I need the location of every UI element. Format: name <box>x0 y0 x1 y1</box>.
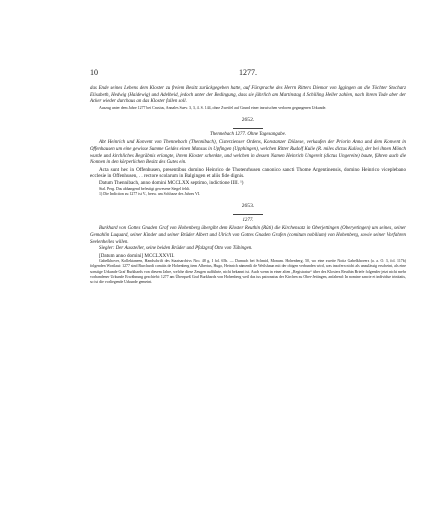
document-note: Gabelkhover, Kollektaneen, Handschrift des Staatsarchivs Nro. 48 g, I fol. 65b. — Darnach bei Schmid, Monum. Hohenberg. 50, wo eine zweite Notiz Gabelkhovers (a. a. O. 3, fol. 117b) folgenden Wortlaut: 1277 sind Burchardi comitis de Hohenberg item Albertus, Hugo, Heinrich nämentli de Weilshaun mit der obigen verbunden wird, was insofern nicht als unzulässig erscheint, als eine sonstige Urkunde Graf Burkhards von diesem Jahre, welche diese Zeugen aufführte, nicht bekannt ist. Auch wenn in einer alten „Registratur“ über des Klosters Reuthin Briefe folgender jetzt nicht mehr vorhandener Urkunde Erwähnung geschieht: 1277 am Überqueß Graf Burkhards von Hohenberg weil das ius patronatus der Kirchen zu Ober-Jettingen, anfahend: In nomine sancte et individue trinitatis, so ist die vorliegende Urkunde gemeint. <box>90 259 406 284</box>
document-place-date: Thennebach 1277. Ohne Tagesangabe. <box>209 131 287 137</box>
document-place-date: 1277. <box>242 217 254 223</box>
document-summary: Burkhard von Gottes Gnaden Graf von Hohenberg übergibt dem Kloster Reuthin (Rûti) die Kirchensatz in Oberjettingen (Oberyetingen) um seines, seiner Gemahlin Luquard, seiner Kinder und seiner Brüder Albert und Ulrich von Gottes Gnaden Grafen (comitum nobilium) von Hohenberg, sowie seiner Vorfahren Seelenheiles willen. <box>90 226 406 245</box>
document-datum: Datum Thennibach, anno domini MCCLXX septimo, indictione IIII. ¹) <box>99 180 244 187</box>
document-number: 2653. <box>241 202 255 209</box>
page-year: 1277. <box>239 68 257 77</box>
intro-note: Auszug unter dem Jahre 1277 bei Crusius, Annales Suev. 3, 3, 4. S. 144, ohne Zweifel auf Grund einer inzwischen verloren gegangenen Urkunde. <box>99 105 327 110</box>
footnote: 1) Die Indiction zu 1277 ist V., bezw. am Schlusse des Jahres VI. <box>99 191 201 196</box>
document-summary: Abt Heinrich und Konvent von Thennebach (Thennibach), Cisterzienser Ordens, Konstanzer Diözese, verkaufen der Priorin Anna und dem Konvent in Offenhausen um eine gewisse Summe Geldes einen Mansus in Upfingen (Upphingen), welchen Ritter Rudolf Kulie (R. miles dictus Kulios), der bei ihnen Mönch wurde und kirchliches Begräbnis erlangte, ihrem Kloster schenkte, und welchen in dessen Namen Heinrich Ungereit (dictus Ungereite) baute, führen auch die Nonnen in den körperlichen Besitz des Gutes ein. <box>90 140 406 166</box>
document-note: Stal. Perg. Das abhangend befestigt gewesene Siegel fehlt. <box>99 186 191 191</box>
number-divider <box>233 128 263 129</box>
number-divider <box>233 214 263 215</box>
document-number: 2652. <box>241 116 255 123</box>
document-siegler: Siegler: Der Aussteller, seine beiden Brüder und Pfalzgraf Otto von Tübingen. <box>99 246 253 252</box>
document-datum: [Datum anno domini] MCCLXXVII. <box>99 252 175 259</box>
document-page <box>90 68 406 285</box>
page-number: 10 <box>90 68 98 77</box>
intro-text: das Ende seines Lebens dem Kloster zu freiem Besitz zurückgegeben hatte, auf Fürsprache des Herrn Ritters Diemar von Iggingen an die Töchter Stocharz Elisabeth, Hedwig (Haidewig) und Adelheid, jedoch unter der Bedingung, dass sie jährlich am Martinstag 4 Schilling Heller zahlen, nach ihrem Tode aber der Acker wieder durchaus an das Kloster fallen soll. <box>90 86 406 105</box>
page-header <box>90 68 406 82</box>
document-latin-text: Acta sunt hec in Offenhusen, presentibus domino Heinrico de Thotenrhusen canonico sancti Thome Argentinensis, domino Heinrico viceplebano ecclesie in Offenhusen, . . rectore scolarum in Balgingen et aliis fide dignis. <box>90 166 406 180</box>
